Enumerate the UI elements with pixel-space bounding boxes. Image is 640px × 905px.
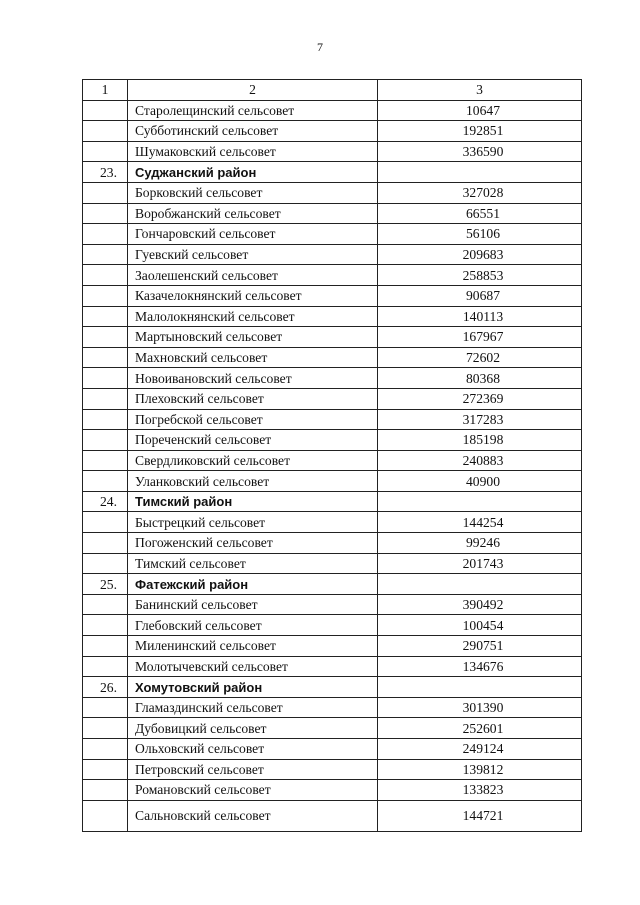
row-value: 66551 <box>378 203 582 224</box>
table-row <box>83 471 582 492</box>
table-row <box>83 327 582 348</box>
settlement-name: Погребской сельсовет <box>128 409 378 430</box>
row-number <box>83 780 128 801</box>
settlement-name: Петровский сельсовет <box>128 759 378 780</box>
table-row <box>83 347 582 368</box>
page-number: 7 <box>317 40 323 54</box>
table-row <box>83 636 582 657</box>
row-value: 90687 <box>378 285 582 306</box>
settlement-name: Шумаковский сельсовет <box>128 141 378 162</box>
table-row <box>83 224 582 245</box>
row-value: 290751 <box>378 636 582 657</box>
settlements-table <box>82 79 582 832</box>
row-value: 192851 <box>378 121 582 142</box>
row-value: 336590 <box>378 141 582 162</box>
row-number <box>83 739 128 760</box>
settlement-name: Казачелокнянский сельсовет <box>128 285 378 306</box>
table-row <box>83 409 582 430</box>
row-value: 144254 <box>378 512 582 533</box>
settlement-name: Дубовицкий сельсовет <box>128 718 378 739</box>
row-value: 10647 <box>378 100 582 121</box>
row-number <box>83 121 128 142</box>
row-value: 134676 <box>378 656 582 677</box>
table-row <box>83 388 582 409</box>
row-value: 272369 <box>378 388 582 409</box>
settlement-name: Миленинский сельсовет <box>128 636 378 657</box>
table-row <box>83 182 582 203</box>
row-value: 139812 <box>378 759 582 780</box>
settlement-name: Гламаздинский сельсовет <box>128 697 378 718</box>
row-value: 80368 <box>378 368 582 389</box>
row-value: 140113 <box>378 306 582 327</box>
table-row <box>83 141 582 162</box>
row-number <box>83 327 128 348</box>
settlement-name: Гончаровский сельсовет <box>128 224 378 245</box>
row-number <box>83 347 128 368</box>
row-number <box>83 265 128 286</box>
row-value: 99246 <box>378 533 582 554</box>
row-value: 301390 <box>378 697 582 718</box>
row-value: 133823 <box>378 780 582 801</box>
row-value: 252601 <box>378 718 582 739</box>
row-value: 144721 <box>378 800 582 831</box>
settlement-name: Молотычевский сельсовет <box>128 656 378 677</box>
settlement-name: Тимский сельсовет <box>128 553 378 574</box>
row-number <box>83 182 128 203</box>
table-row <box>83 265 582 286</box>
column-header-number: 1 <box>83 80 128 101</box>
settlement-name: Махновский сельсовет <box>128 347 378 368</box>
row-number <box>83 306 128 327</box>
row-number <box>83 471 128 492</box>
table-row <box>83 450 582 471</box>
district-name: Суджанский район <box>128 162 378 183</box>
row-number <box>83 594 128 615</box>
settlement-name: Воробжанский сельсовет <box>128 203 378 224</box>
row-value: 317283 <box>378 409 582 430</box>
row-value: 249124 <box>378 739 582 760</box>
table-row <box>83 512 582 533</box>
row-number: 25. <box>83 574 128 595</box>
table-row <box>83 368 582 389</box>
settlement-name: Быстрецкий сельсовет <box>128 512 378 533</box>
row-value <box>378 574 582 595</box>
row-number <box>83 430 128 451</box>
row-value: 201743 <box>378 553 582 574</box>
district-row <box>83 162 582 183</box>
district-row <box>83 574 582 595</box>
district-row <box>83 491 582 512</box>
row-number <box>83 553 128 574</box>
row-value: 100454 <box>378 615 582 636</box>
row-number <box>83 203 128 224</box>
row-value: 185198 <box>378 430 582 451</box>
settlement-name: Свердликовский сельсовет <box>128 450 378 471</box>
table-row <box>83 533 582 554</box>
row-value: 72602 <box>378 347 582 368</box>
row-number <box>83 368 128 389</box>
row-number <box>83 718 128 739</box>
settlement-name: Уланковский сельсовет <box>128 471 378 492</box>
table-row <box>83 800 582 831</box>
row-value: 167967 <box>378 327 582 348</box>
row-value: 327028 <box>378 182 582 203</box>
row-value: 240883 <box>378 450 582 471</box>
settlement-name: Борковский сельсовет <box>128 182 378 203</box>
settlement-name: Мартыновский сельсовет <box>128 327 378 348</box>
table-row <box>83 615 582 636</box>
table-row <box>83 780 582 801</box>
table-row <box>83 121 582 142</box>
settlement-name: Пореченский сельсовет <box>128 430 378 451</box>
row-value: 209683 <box>378 244 582 265</box>
column-header-value: 3 <box>378 80 582 101</box>
table-row <box>83 656 582 677</box>
row-number <box>83 697 128 718</box>
district-name: Тимский район <box>128 491 378 512</box>
table-row <box>83 430 582 451</box>
table-row <box>83 759 582 780</box>
row-number: 23. <box>83 162 128 183</box>
table-row <box>83 203 582 224</box>
settlement-name: Субботинский сельсовет <box>128 121 378 142</box>
row-value: 56106 <box>378 224 582 245</box>
table-row <box>83 553 582 574</box>
row-number <box>83 512 128 533</box>
settlement-name: Старолещинский сельсовет <box>128 100 378 121</box>
table-row <box>83 244 582 265</box>
row-number <box>83 800 128 831</box>
settlement-name: Заолешенский сельсовет <box>128 265 378 286</box>
row-number <box>83 759 128 780</box>
table-row <box>83 697 582 718</box>
row-value: 258853 <box>378 265 582 286</box>
row-value <box>378 491 582 512</box>
row-number <box>83 244 128 265</box>
row-number <box>83 285 128 306</box>
row-value: 40900 <box>378 471 582 492</box>
table-row <box>83 739 582 760</box>
row-value <box>378 677 582 698</box>
table-header-row <box>83 80 582 101</box>
row-number: 24. <box>83 491 128 512</box>
settlement-name: Погоженский сельсовет <box>128 533 378 554</box>
settlement-name: Гуевский сельсовет <box>128 244 378 265</box>
settlement-name: Банинский сельсовет <box>128 594 378 615</box>
settlement-name: Глебовский сельсовет <box>128 615 378 636</box>
district-row <box>83 677 582 698</box>
settlement-name: Сальновский сельсовет <box>128 800 378 831</box>
row-value <box>378 162 582 183</box>
table-row <box>83 718 582 739</box>
row-value: 390492 <box>378 594 582 615</box>
row-number <box>83 388 128 409</box>
table-row <box>83 285 582 306</box>
settlement-name: Новоивановский сельсовет <box>128 368 378 389</box>
settlement-name: Плеховский сельсовет <box>128 388 378 409</box>
row-number <box>83 409 128 430</box>
table-row <box>83 100 582 121</box>
row-number <box>83 224 128 245</box>
table-row <box>83 594 582 615</box>
row-number <box>83 615 128 636</box>
row-number: 26. <box>83 677 128 698</box>
settlement-name: Малолокнянский сельсовет <box>128 306 378 327</box>
column-header-name: 2 <box>128 80 378 101</box>
district-name: Фатежский район <box>128 574 378 595</box>
row-number <box>83 656 128 677</box>
row-number <box>83 636 128 657</box>
table-row <box>83 306 582 327</box>
row-number <box>83 450 128 471</box>
row-number <box>83 141 128 162</box>
row-number <box>83 533 128 554</box>
district-name: Хомутовский район <box>128 677 378 698</box>
row-number <box>83 100 128 121</box>
settlement-name: Ольховский сельсовет <box>128 739 378 760</box>
settlement-name: Романовский сельсовет <box>128 780 378 801</box>
